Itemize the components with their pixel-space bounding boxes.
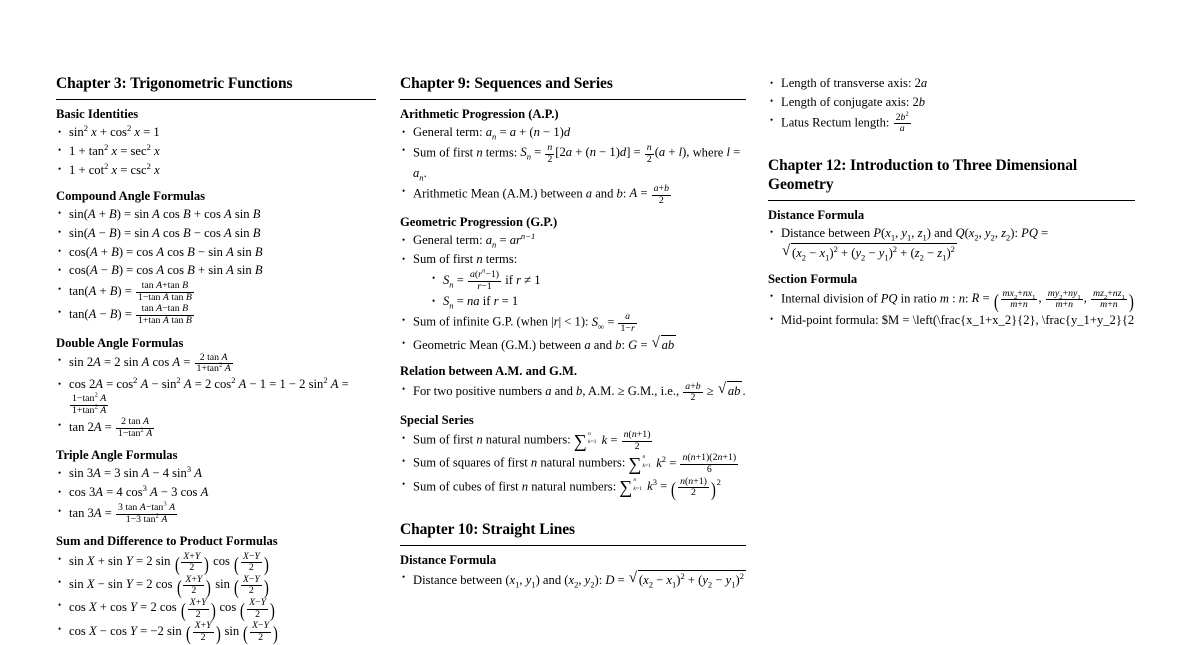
list-item: • $S_n$ = $\frac{a(r^n-1)}{r-1}$ if r ≠ 1 — [430, 270, 746, 292]
raw-latex-fragment: $M = \left(\frac{x_1+x_2}{2}, \frac{y_1+y_2}{2 — [881, 312, 1135, 327]
chapter-heading-trigonometric-functions: Chapter 3: Trigonometric Functions — [56, 75, 376, 100]
chapter-heading-sequences-and-series: Chapter 9: Sequences and Series — [400, 75, 746, 100]
midpoint-label: Mid-point formula: — [781, 312, 882, 327]
list-item: • For two positive numbers a and b, A.M. ≥ G.M., i.e., $\frac{a+b}{2}$ ≥ √ ab . — [400, 381, 746, 404]
list-item: • Sum of infinite G.P. (when |r| < 1): $S_\infty$ = $\frac{a}{1-r}$ — [400, 312, 746, 334]
list-item: • Sum of first n terms: • $S_n$ = $\frac{a(r^n-1)}{r-1}$ if r ≠ 1 • $S_n$ = na if r = 1 — [400, 251, 746, 311]
list-item: • $1 + \cot^2 x = \csc^2 x$ — [56, 162, 376, 180]
section-heading-distance-formula-3d: Distance Formula — [768, 207, 865, 222]
list-item: • sin X − sin Y = 2 cos ( $\frac{X+Y}{2}$ ) sin ( $\frac{X-Y}{2}$ ) — [56, 575, 376, 597]
list-item: • cos(A + B) = cos A cos B − sin A sin B — [56, 244, 376, 262]
list-distance-formula-3d — [768, 225, 1135, 263]
section-heading-section-formula: Section Formula — [768, 271, 858, 286]
section-heading-geometric-progression: Geometric Progression (G.P.) — [400, 215, 558, 230]
list-item: • Length of transverse axis: 2a — [768, 75, 1135, 93]
list-geometric-progression — [400, 232, 746, 355]
list-triple-angle-formulas — [56, 465, 376, 525]
list-item: • Arithmetic Mean (A.M.) between a and b: A = $\frac{a+b}{2}$ — [400, 184, 746, 206]
list-item: • cos(A − B) = cos A cos B + sin A sin B — [56, 262, 376, 280]
section-heading-double-angle-formulas: Double Angle Formulas — [56, 335, 184, 350]
column-1 — [0, 75, 400, 644]
list-item: • General term: $a_n = ar^{n-1}$ — [400, 232, 746, 250]
list-item: • Length of conjugate axis: 2b — [768, 94, 1135, 112]
list-item: • $\sin^2 x + \cos^2 x = 1$ — [56, 124, 376, 142]
list-item: • tan 3A = $\frac{3 \tan A-\tan^3 A}{1-3 \tan^2 A}$ — [56, 503, 376, 525]
column-2 — [400, 75, 768, 644]
list-item: • sin 2A = 2 sin A cos A = $\frac{\text{2 tan A}}{1+\tan^2 A}$ — [56, 353, 376, 375]
list-compound-angle-formulas — [56, 206, 376, 327]
list-double-angle-formulas — [56, 353, 376, 440]
list-item: • $1 + \tan^2 x = \sec^2 x$ — [56, 143, 376, 161]
list-item: • sin 3A = 3 sin A − 4 $\sin^3 A$ — [56, 465, 376, 483]
list-arithmetic-progression — [400, 124, 746, 206]
section-heading-sum-difference-product-formulas: Sum and Difference to Product Formulas — [56, 534, 278, 549]
list-sum-difference-product-formulas — [56, 552, 376, 644]
list-distance-formula-2d — [400, 570, 746, 590]
list-gp-sum-cases — [413, 267, 746, 311]
list-item: • tan 2A = $\frac{\text{2 tan A}}{1-\tan^2 A}$ — [56, 417, 376, 439]
list-conic-section-continuation — [768, 75, 1135, 135]
list-item: • $\cos 2A = \cos^2 A - \sin^2 A = 2$ $\cos^2 A - 1 = 1 - 2$ $\sin^2 A$ = $\frac{1-\tan^2 A}{1+\tan^2 A}$ — [56, 376, 376, 416]
list-item: • Sum of cubes of first n natural numbers: ∑ n k=1 $k^3$ = ( $\frac{n(n+1)}{2}$ )$^2$ — [400, 477, 746, 499]
section-heading-arithmetic-progression: Arithmetic Progression (A.P.) — [400, 106, 559, 121]
column-3 — [768, 75, 1191, 644]
list-item: • sin(A + B) = sin A cos B + cos A sin B — [56, 206, 376, 224]
list-item: • Sum of first n terms: $S_n$ = $\frac{n}{2}$ [2a + (n − 1)d] = $\frac{n}{2}$ (a + l), where $l = a_n$. — [400, 143, 746, 183]
list-item: • Latus Rectum length: $\frac{2b^2}{a}$ — [768, 113, 1135, 135]
list-item: • General term: $a_n = a + (n - 1)d$ — [400, 124, 746, 142]
list-item: • Sum of squares of first n natural numbers: ∑ n k=1 $k^2$ = $\frac{n(n+1)(2n+1)}{6}$ — [400, 453, 746, 475]
section-heading-compound-angle-formulas: Compound Angle Formulas — [56, 188, 206, 203]
section-heading-relation-am-gm: Relation between A.M. and G.M. — [400, 364, 578, 379]
list-section-formula — [768, 289, 1135, 330]
list-item: • Distance between ($x_1$, $y_1$) and ($x_2$, $y_2$): D = √ $(x_2 - x_1)^2 + (y_2 - y_1)^2$ — [400, 570, 746, 590]
list-item: • cos X + cos Y = 2 cos ( $\frac{X+Y}{2}$ ) cos ( $\frac{X-Y}{2}$ ) — [56, 598, 376, 620]
list-item — [768, 312, 1135, 330]
chapter-heading-straight-lines: Chapter 10: Straight Lines — [400, 521, 746, 546]
list-item: • sin X + sin Y = 2 sin ( $\frac{X+Y}{2}$ ) cos ( $\frac{X-Y}{2}$ ) — [56, 552, 376, 574]
section-heading-distance-formula-2d: Distance Formula — [400, 552, 497, 567]
list-item: • cos X − cos Y = −2 sin ( $\frac{X+Y}{2}$ ) sin ( $\frac{X-Y}{2}$ ) — [56, 621, 376, 643]
list-item: • $S_n$ = na if r = 1 — [430, 293, 746, 311]
list-item: • cos 3A = 4 $\cos^3 A - 3$ cos A — [56, 484, 376, 502]
list-item: • Sum of first n natural numbers: ∑ n k=1 k = $\frac{n(n+1)}{2}$ — [400, 430, 746, 452]
section-heading-special-series: Special Series — [400, 413, 474, 428]
list-relation-am-gm — [400, 381, 746, 404]
chapter-heading-three-dimensional-geometry: Chapter 12: Introduction to Three Dimensional Geometry — [768, 157, 1135, 201]
list-item: • tan(A + B) = $\frac{\text{tan A+tan B}}{\text{1−tan A tan B}}$ — [56, 281, 376, 303]
section-heading-triple-angle-formulas: Triple Angle Formulas — [56, 448, 178, 463]
list-special-series — [400, 430, 746, 499]
list-basic-identities — [56, 124, 376, 180]
section-heading-basic-identities: Basic Identities — [56, 106, 139, 121]
list-item: • Internal division of PQ in ratio m : n: R = ( $\frac{mx_2+nx_1}{m+n}$ , $\frac{my_2+ny_1}{m+n}$ , $\frac{mz_2+nz_1}{m+n}$ ) — [768, 289, 1135, 311]
list-item: • tan(A − B) = $\frac{\text{tan A−tan B}}{\text{1+tan A tan B}}$ — [56, 304, 376, 326]
list-item: • Distance between $P(x_1$, $y_1$, $z_1$) and $Q(x_2$, $y_2$, $z_2$): PQ = √ $(x_2 - x_1)^2 + (y_2 - y_1)^2 + (z_2 - z_1)^2$ — [768, 225, 1135, 263]
list-item: • sin(A − B) = sin A cos B − cos A sin B — [56, 225, 376, 243]
list-item: • Geometric Mean (G.M.) between a and b: G = √ ab — [400, 335, 746, 355]
